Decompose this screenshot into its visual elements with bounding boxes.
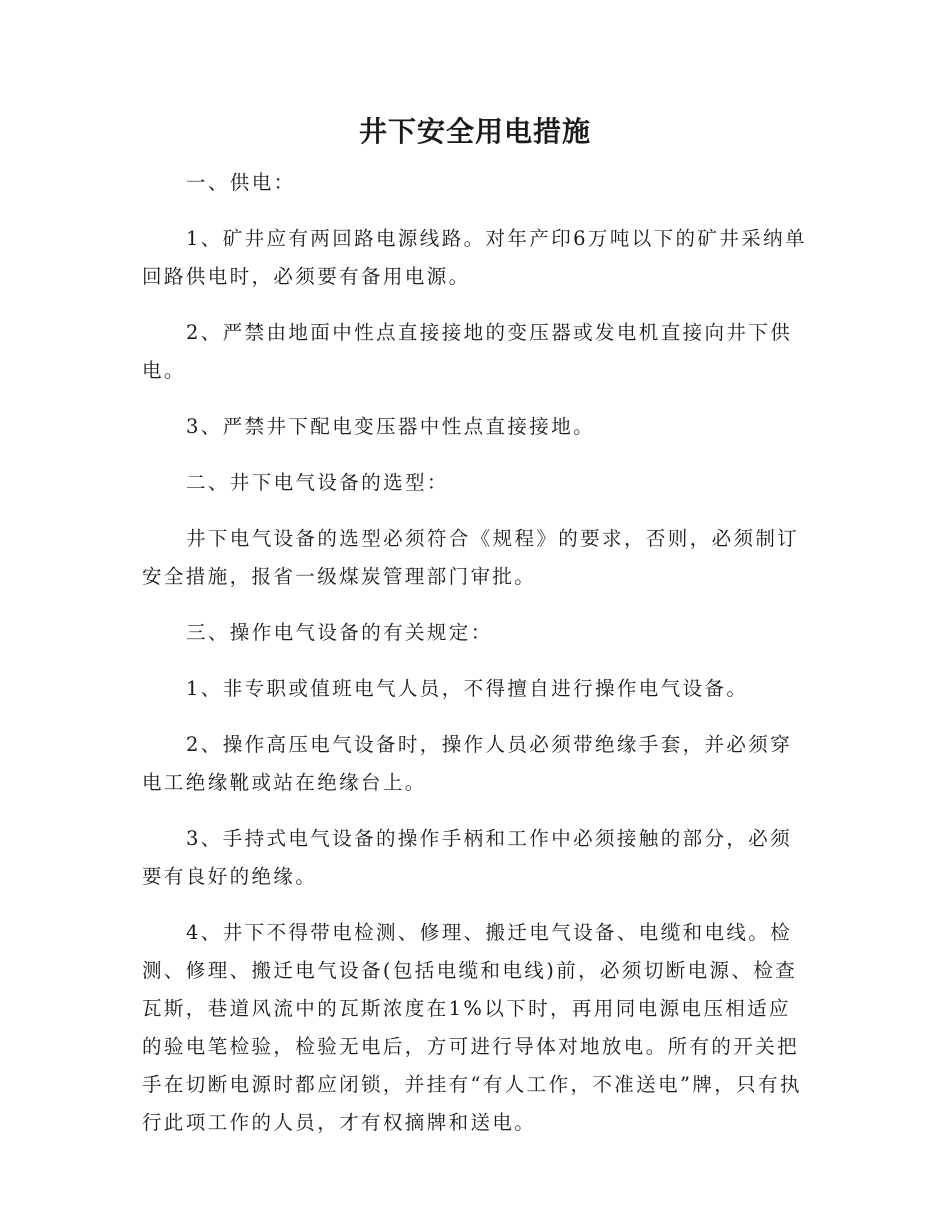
section-heading-power-supply: 一、供电：: [186, 171, 296, 194]
paragraph-authorized-personnel: 1、非专职或值班电气人员，不得擅自进行操作电气设备。: [186, 677, 749, 700]
section-heading-operation-rules: 三、操作电气设备的有关规定：: [186, 621, 493, 644]
document-body: [142, 164, 808, 1160]
section-heading-equipment-selection: 二、井下电气设备的选型：: [186, 471, 449, 494]
paragraph-high-voltage-insulation: 2、操作高压电气设备时，操作人员必须带绝缘手套，并必须穿电工绝缘靴或站在绝缘台上。: [142, 733, 793, 794]
paragraph-selection-rules: 井下电气设备的选型必须符合《规程》的要求，否则，必须制订安全措施，报省一级煤炭管理部门审批。: [142, 527, 800, 588]
paragraph-dual-circuit: 1、矿井应有两回路电源线路。对年产印6万吨以下的矿井采纳单回路供电时，必须要有备用电源。: [142, 227, 807, 288]
paragraph-handheld-insulation: 3、手持式电气设备的操作手柄和工作中必须接触的部分，必须要有良好的绝缘。: [142, 827, 793, 888]
paragraph-no-neutral-grounding: 3、严禁井下配电变压器中性点直接接地。: [186, 415, 596, 438]
paragraph-no-live-maintenance: 4、井下不得带电检测、修理、搬迁电气设备、电缆和电线。检测、修理、搬迁电气设备(包括电缆和电线)前，必须切断电源、检查瓦斯，巷道风流中的瓦斯浓度在1%以下时，再用同电源电压相适应的验电笔检验，检验无电后，方可进行导体对地放电。所有的开关把手在切断电源时都应闭锁，并挂有“有人工作，不准送电”牌，只有执行此项工作的人员，才有权摘牌和送电。: [142, 921, 802, 1134]
document-title: 井下安全用电措施: [358, 115, 591, 148]
paragraph-no-grounded-transformer: 2、严禁由地面中性点直接接地的变压器或发电机直接向井下供电。: [142, 321, 793, 382]
